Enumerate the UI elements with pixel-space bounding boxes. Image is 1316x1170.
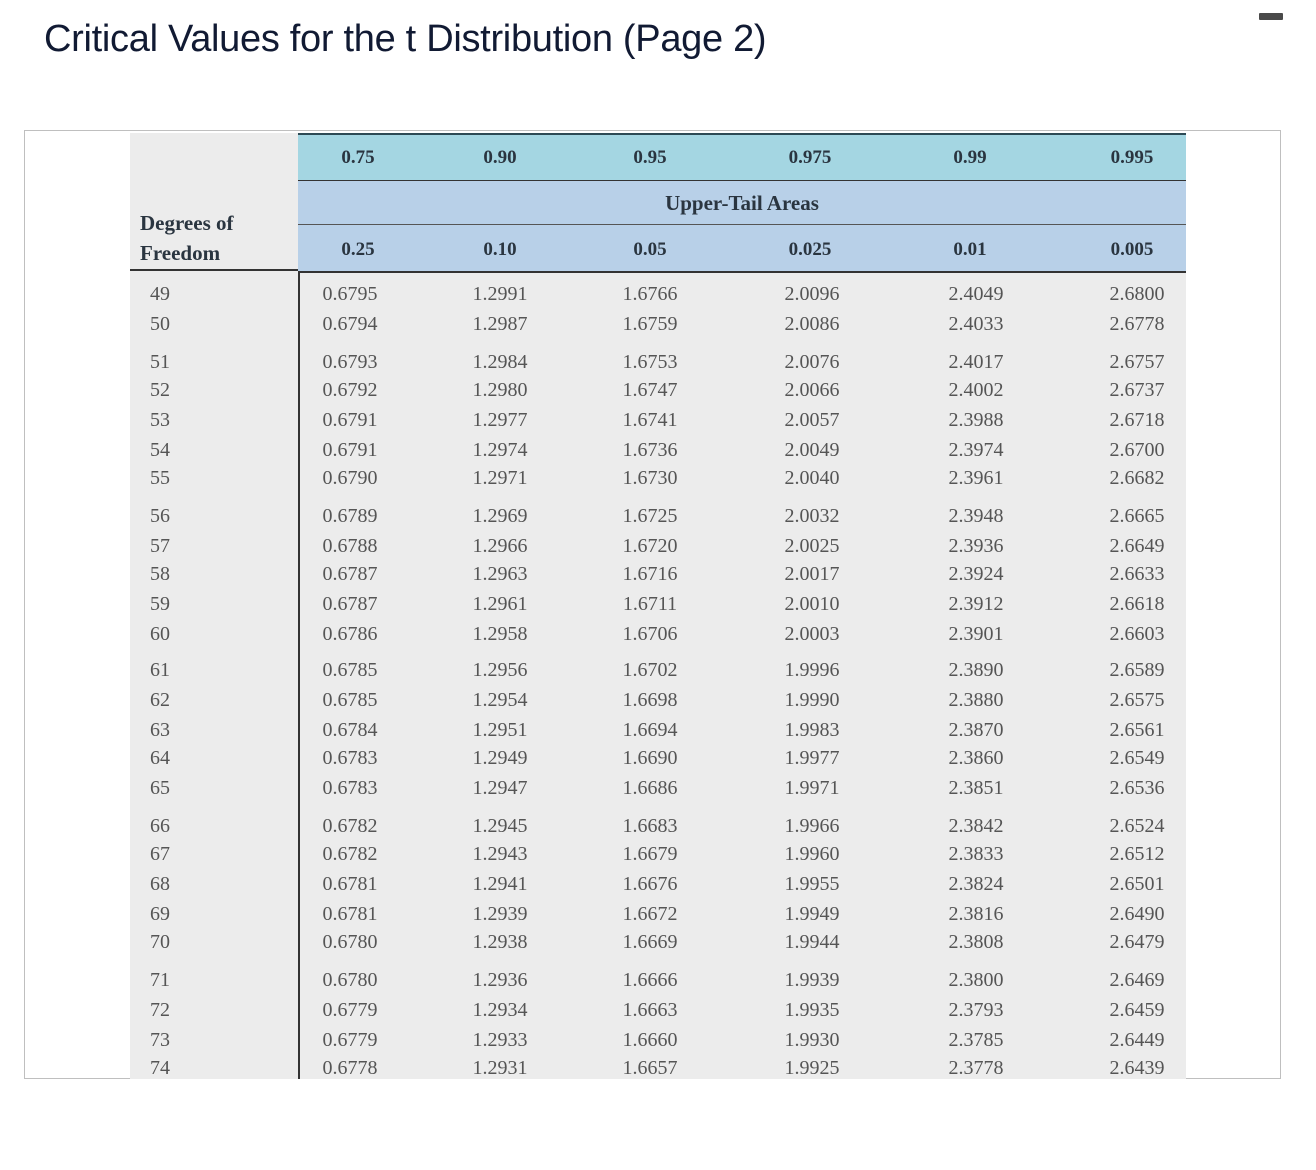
df-value: 73 xyxy=(150,1029,170,1051)
critical-value-cell: 2.4017 xyxy=(948,351,1004,373)
critical-value-cell: 2.3890 xyxy=(948,659,1004,681)
critical-value-cell: 1.2933 xyxy=(472,1029,528,1051)
critical-value-cell: 0.6784 xyxy=(322,719,378,741)
critical-value-cell: 1.9983 xyxy=(784,719,840,741)
table-row xyxy=(130,995,1186,1025)
critical-value-cell: 1.6730 xyxy=(622,467,678,489)
critical-value-cell: 0.6778 xyxy=(322,1057,378,1079)
critical-value-cell: 2.0096 xyxy=(784,283,840,305)
critical-value-cell: 2.6536 xyxy=(1109,777,1165,799)
critical-value-cell: 0.6782 xyxy=(322,815,378,837)
critical-value-cell: 2.3901 xyxy=(948,623,1004,645)
critical-value-cell: 1.2980 xyxy=(472,379,528,401)
upper-tail-header: 0.005 xyxy=(1110,239,1154,260)
df-header-rule xyxy=(130,269,298,271)
critical-value-cell: 1.6753 xyxy=(622,351,678,373)
table-row xyxy=(130,435,1186,465)
critical-value-cell: 1.2974 xyxy=(472,439,528,461)
critical-value-cell: 2.3880 xyxy=(948,689,1004,711)
critical-value-cell: 1.6686 xyxy=(622,777,678,799)
critical-value-cell: 2.0086 xyxy=(784,313,840,335)
upper-tail-header: 0.025 xyxy=(788,239,832,260)
critical-value-cell: 1.6716 xyxy=(622,563,678,585)
critical-value-cell: 2.3808 xyxy=(948,931,1004,953)
critical-value-cell: 2.0025 xyxy=(784,535,840,557)
critical-value-cell: 2.6800 xyxy=(1109,283,1165,305)
critical-value-cell: 1.6676 xyxy=(622,873,678,895)
critical-value-cell: 1.2939 xyxy=(472,903,528,925)
critical-value-cell: 1.9990 xyxy=(784,689,840,711)
critical-value-cell: 2.3870 xyxy=(948,719,1004,741)
critical-value-cell: 2.3785 xyxy=(948,1029,1004,1051)
critical-value-cell: 2.0040 xyxy=(784,467,840,489)
critical-value-cell: 2.6757 xyxy=(1109,351,1165,373)
upper-tail-label: Upper-Tail Areas xyxy=(665,191,819,215)
df-value: 67 xyxy=(150,843,170,865)
table-row xyxy=(130,965,1186,995)
cum-prob-header: 0.995 xyxy=(1110,147,1154,168)
df-value: 50 xyxy=(150,313,170,335)
critical-value-cell: 2.6649 xyxy=(1109,535,1165,557)
critical-value-cell: 1.6720 xyxy=(622,535,678,557)
critical-value-cell: 1.9935 xyxy=(784,999,840,1021)
critical-value-cell: 0.6788 xyxy=(322,535,378,557)
table-row xyxy=(130,309,1186,339)
critical-value-cell: 0.6791 xyxy=(322,439,378,461)
upper-tail-row xyxy=(298,181,1186,273)
critical-value-cell: 0.6781 xyxy=(322,873,378,895)
critical-value-cell: 2.3824 xyxy=(948,873,1004,895)
critical-value-cell: 2.6718 xyxy=(1109,409,1165,431)
critical-value-cell: 1.2936 xyxy=(472,969,528,991)
table-row xyxy=(130,715,1186,745)
table-row xyxy=(130,773,1186,803)
table-row xyxy=(130,811,1186,841)
df-value: 54 xyxy=(150,439,170,461)
critical-value-cell: 1.2941 xyxy=(472,873,528,895)
table-row xyxy=(130,619,1186,649)
table-row xyxy=(130,589,1186,619)
critical-value-cell: 2.6633 xyxy=(1109,563,1165,585)
critical-value-cell: 1.6725 xyxy=(622,505,678,527)
upper-tail-header: 0.10 xyxy=(483,239,517,260)
critical-value-cell: 1.6759 xyxy=(622,313,678,335)
critical-value-cell: 2.4002 xyxy=(948,379,1004,401)
critical-value-cell: 1.9930 xyxy=(784,1029,840,1051)
critical-value-cell: 1.6698 xyxy=(622,689,678,711)
critical-value-cell: 1.6741 xyxy=(622,409,678,431)
critical-value-cell: 0.6785 xyxy=(322,689,378,711)
critical-value-cell: 2.6469 xyxy=(1109,969,1165,991)
critical-value-cell: 1.2963 xyxy=(472,563,528,585)
table-row xyxy=(130,375,1186,405)
critical-value-cell: 2.0057 xyxy=(784,409,840,431)
table-row xyxy=(130,899,1186,929)
critical-value-cell: 2.6561 xyxy=(1109,719,1165,741)
critical-value-cell: 0.6794 xyxy=(322,313,378,335)
critical-value-cell: 1.2934 xyxy=(472,999,528,1021)
critical-value-cell: 2.3912 xyxy=(948,593,1004,615)
table-row xyxy=(130,927,1186,957)
critical-value-cell: 2.6479 xyxy=(1109,931,1165,953)
critical-value-cell: 2.0010 xyxy=(784,593,840,615)
df-value: 72 xyxy=(150,999,170,1021)
df-value: 51 xyxy=(150,351,170,373)
table-row xyxy=(130,405,1186,435)
critical-value-cell: 2.0017 xyxy=(784,563,840,585)
critical-value-cell: 2.3860 xyxy=(948,747,1004,769)
df-value: 59 xyxy=(150,593,170,615)
critical-value-cell: 0.6787 xyxy=(322,593,378,615)
upper-tail-header: 0.01 xyxy=(953,239,987,260)
critical-value-cell: 1.2943 xyxy=(472,843,528,865)
critical-value-cell: 2.6524 xyxy=(1109,815,1165,837)
critical-value-cell: 2.6549 xyxy=(1109,747,1165,769)
critical-value-cell: 0.6780 xyxy=(322,931,378,953)
critical-value-cell: 0.6780 xyxy=(322,969,378,991)
critical-value-cell: 2.0032 xyxy=(784,505,840,527)
critical-value-cell: 1.9971 xyxy=(784,777,840,799)
cum-prob-header: 0.75 xyxy=(341,147,375,168)
critical-value-cell: 1.6766 xyxy=(622,283,678,305)
critical-value-cell: 1.2971 xyxy=(472,467,528,489)
df-value: 74 xyxy=(150,1057,170,1079)
critical-value-cell: 1.6711 xyxy=(622,593,678,615)
critical-value-cell: 0.6779 xyxy=(322,1029,378,1051)
critical-value-cell: 1.6666 xyxy=(622,969,678,991)
critical-value-cell: 2.6512 xyxy=(1109,843,1165,865)
critical-value-cell: 0.6781 xyxy=(322,903,378,925)
critical-value-cell: 1.2977 xyxy=(472,409,528,431)
critical-value-cell: 1.9960 xyxy=(784,843,840,865)
df-value: 61 xyxy=(150,659,170,681)
critical-value-cell: 1.6657 xyxy=(622,1057,678,1079)
critical-value-cell: 2.0003 xyxy=(784,623,840,645)
critical-value-cell: 2.6449 xyxy=(1109,1029,1165,1051)
critical-value-cell: 1.9977 xyxy=(784,747,840,769)
table-row xyxy=(130,501,1186,531)
header-band xyxy=(298,133,1186,271)
table-row xyxy=(130,1053,1186,1083)
critical-value-cell: 1.9955 xyxy=(784,873,840,895)
df-value: 57 xyxy=(150,535,170,557)
df-value: 56 xyxy=(150,505,170,527)
critical-value-cell: 1.6747 xyxy=(622,379,678,401)
critical-value-cell: 0.6789 xyxy=(322,505,378,527)
critical-value-cell: 1.6702 xyxy=(622,659,678,681)
table-row xyxy=(130,655,1186,685)
critical-value-cell: 2.0049 xyxy=(784,439,840,461)
critical-value-cell: 1.6663 xyxy=(622,999,678,1021)
df-value: 71 xyxy=(150,969,170,991)
critical-value-cell: 2.6575 xyxy=(1109,689,1165,711)
critical-value-cell: 2.3948 xyxy=(948,505,1004,527)
cum-prob-header: 0.99 xyxy=(953,147,987,168)
critical-value-cell: 1.2949 xyxy=(472,747,528,769)
critical-value-cell: 0.6783 xyxy=(322,747,378,769)
critical-value-cell: 1.2956 xyxy=(472,659,528,681)
critical-value-cell: 0.6786 xyxy=(322,623,378,645)
critical-value-cell: 2.6682 xyxy=(1109,467,1165,489)
critical-value-cell: 2.6665 xyxy=(1109,505,1165,527)
critical-value-cell: 2.3816 xyxy=(948,903,1004,925)
critical-value-cell: 2.3793 xyxy=(948,999,1004,1021)
critical-value-cell: 1.9925 xyxy=(784,1057,840,1079)
critical-value-cell: 0.6793 xyxy=(322,351,378,373)
critical-value-cell: 0.6785 xyxy=(322,659,378,681)
header-divider xyxy=(298,224,1186,225)
critical-value-cell: 2.4049 xyxy=(948,283,1004,305)
critical-value-cell: 1.9939 xyxy=(784,969,840,991)
critical-value-cell: 1.6669 xyxy=(622,931,678,953)
critical-value-cell: 1.6690 xyxy=(622,747,678,769)
critical-value-cell: 2.4033 xyxy=(948,313,1004,335)
cum-prob-header: 0.95 xyxy=(633,147,667,168)
critical-value-cell: 1.6706 xyxy=(622,623,678,645)
critical-value-cell: 2.3833 xyxy=(948,843,1004,865)
table-row xyxy=(130,685,1186,715)
df-value: 63 xyxy=(150,719,170,741)
critical-value-cell: 1.2938 xyxy=(472,931,528,953)
critical-value-cell: 1.2961 xyxy=(472,593,528,615)
critical-value-cell: 1.2984 xyxy=(472,351,528,373)
critical-value-cell: 1.6679 xyxy=(622,843,678,865)
critical-value-cell: 0.6791 xyxy=(322,409,378,431)
critical-value-cell: 0.6779 xyxy=(322,999,378,1021)
critical-value-cell: 1.2945 xyxy=(472,815,528,837)
critical-value-cell: 1.9949 xyxy=(784,903,840,925)
critical-value-cell: 0.6783 xyxy=(322,777,378,799)
df-value: 69 xyxy=(150,903,170,925)
t-distribution-table xyxy=(130,133,1186,1079)
critical-value-cell: 1.2987 xyxy=(472,313,528,335)
critical-value-cell: 2.0076 xyxy=(784,351,840,373)
df-value: 49 xyxy=(150,283,170,305)
critical-value-cell: 1.2966 xyxy=(472,535,528,557)
df-header-line2: Freedom xyxy=(140,241,221,265)
critical-value-cell: 2.3924 xyxy=(948,563,1004,585)
table-row xyxy=(130,531,1186,561)
critical-value-cell: 2.6501 xyxy=(1109,873,1165,895)
page-title: Critical Values for the t Distribution (Page 2) xyxy=(44,18,767,60)
critical-value-cell: 2.3800 xyxy=(948,969,1004,991)
df-value: 68 xyxy=(150,873,170,895)
critical-value-cell: 0.6790 xyxy=(322,467,378,489)
critical-value-cell: 2.6439 xyxy=(1109,1057,1165,1079)
critical-value-cell: 1.9944 xyxy=(784,931,840,953)
df-value: 55 xyxy=(150,467,170,489)
critical-value-cell: 1.2947 xyxy=(472,777,528,799)
table-row xyxy=(130,279,1186,309)
critical-value-cell: 1.2931 xyxy=(472,1057,528,1079)
critical-value-cell: 0.6787 xyxy=(322,563,378,585)
critical-value-cell: 2.6459 xyxy=(1109,999,1165,1021)
critical-value-cell: 1.2951 xyxy=(472,719,528,741)
critical-value-cell: 1.6660 xyxy=(622,1029,678,1051)
critical-value-cell: 2.3988 xyxy=(948,409,1004,431)
critical-value-cell: 2.6589 xyxy=(1109,659,1165,681)
table-row xyxy=(130,869,1186,899)
upper-tail-header: 0.05 xyxy=(633,239,667,260)
table-row xyxy=(130,743,1186,773)
critical-value-cell: 2.6778 xyxy=(1109,313,1165,335)
critical-value-cell: 1.6736 xyxy=(622,439,678,461)
df-value: 66 xyxy=(150,815,170,837)
critical-value-cell: 2.6490 xyxy=(1109,903,1165,925)
critical-value-cell: 1.9966 xyxy=(784,815,840,837)
table-row xyxy=(130,1025,1186,1055)
critical-value-cell: 2.6737 xyxy=(1109,379,1165,401)
minimize-icon[interactable] xyxy=(1259,13,1283,20)
table-row xyxy=(130,463,1186,493)
critical-value-cell: 1.2958 xyxy=(472,623,528,645)
table-row xyxy=(130,839,1186,869)
critical-value-cell: 2.3778 xyxy=(948,1057,1004,1079)
critical-value-cell: 2.0066 xyxy=(784,379,840,401)
cum-prob-header: 0.975 xyxy=(788,147,832,168)
df-value: 60 xyxy=(150,623,170,645)
df-value: 62 xyxy=(150,689,170,711)
critical-value-cell: 1.2954 xyxy=(472,689,528,711)
critical-value-cell: 2.3842 xyxy=(948,815,1004,837)
df-value: 65 xyxy=(150,777,170,799)
df-header xyxy=(140,208,234,268)
critical-value-cell: 0.6782 xyxy=(322,843,378,865)
critical-value-cell: 0.6795 xyxy=(322,283,378,305)
critical-value-cell: 1.6694 xyxy=(622,719,678,741)
critical-value-cell: 1.6683 xyxy=(622,815,678,837)
df-value: 52 xyxy=(150,379,170,401)
critical-value-cell: 1.6672 xyxy=(622,903,678,925)
critical-value-cell: 2.3961 xyxy=(948,467,1004,489)
df-header-line1: Degrees of xyxy=(140,211,234,235)
critical-value-cell: 2.6603 xyxy=(1109,623,1165,645)
df-value: 53 xyxy=(150,409,170,431)
upper-tail-header: 0.25 xyxy=(341,239,375,260)
df-value: 64 xyxy=(150,747,170,769)
critical-value-cell: 2.3936 xyxy=(948,535,1004,557)
critical-value-cell: 2.6700 xyxy=(1109,439,1165,461)
table-row xyxy=(130,347,1186,377)
critical-value-cell: 2.6618 xyxy=(1109,593,1165,615)
critical-value-cell: 0.6792 xyxy=(322,379,378,401)
df-value: 70 xyxy=(150,931,170,953)
cumulative-probability-row xyxy=(298,133,1186,181)
critical-value-cell: 1.2969 xyxy=(472,505,528,527)
critical-value-cell: 1.2991 xyxy=(472,283,528,305)
cum-prob-header: 0.90 xyxy=(483,147,517,168)
critical-value-cell: 2.3851 xyxy=(948,777,1004,799)
table-row xyxy=(130,559,1186,589)
df-value: 58 xyxy=(150,563,170,585)
critical-value-cell: 2.3974 xyxy=(948,439,1004,461)
critical-value-cell: 1.9996 xyxy=(784,659,840,681)
